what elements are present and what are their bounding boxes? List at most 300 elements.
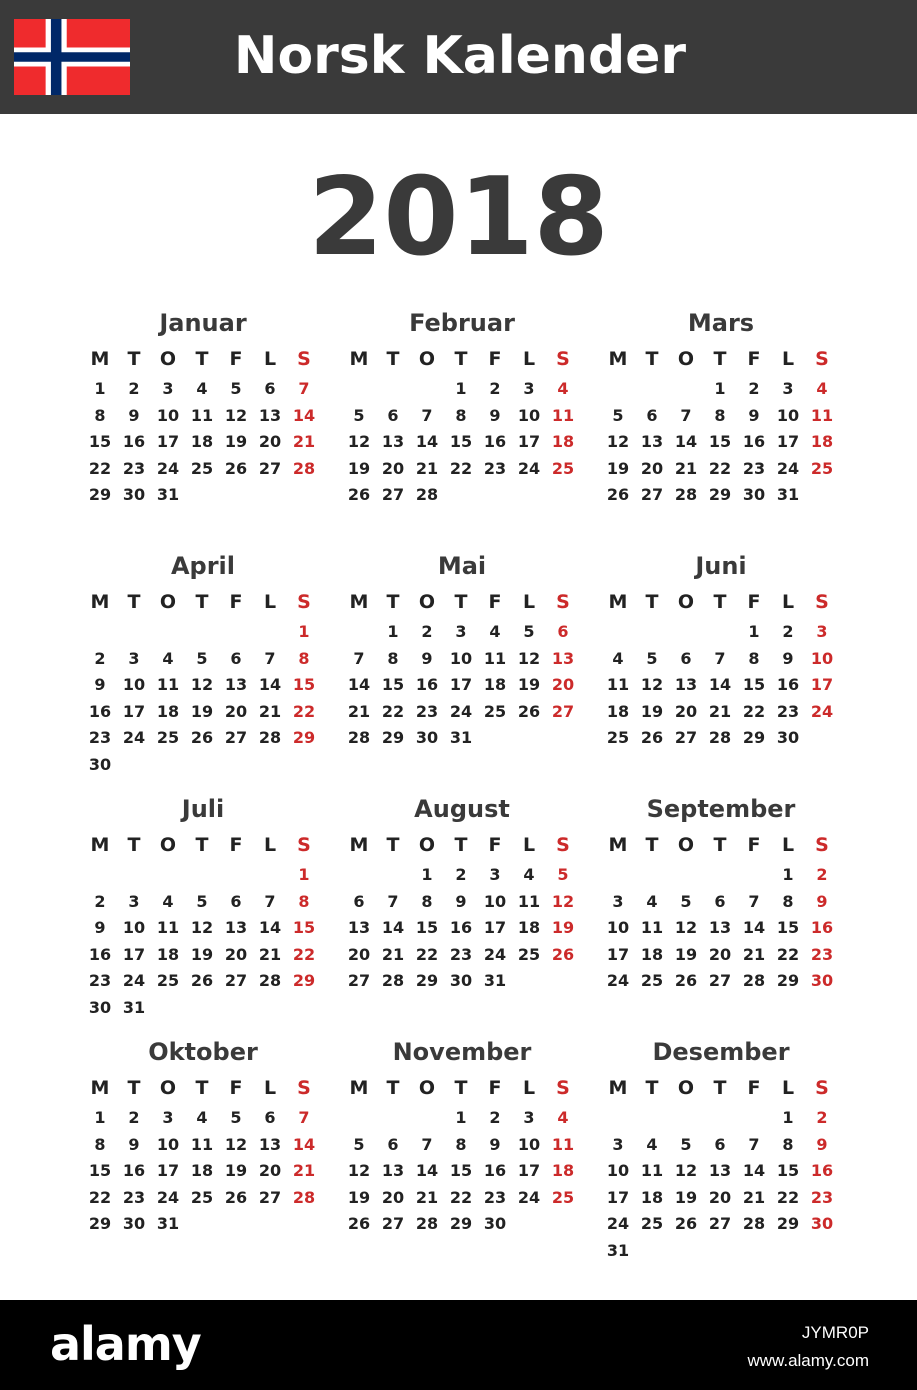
day-cell: 17 bbox=[606, 1187, 630, 1207]
day-cell: 27 bbox=[381, 485, 405, 504]
day-cell: 8 bbox=[782, 1134, 794, 1154]
month-november bbox=[342, 1037, 582, 1277]
day-cell: 5 bbox=[612, 405, 624, 425]
weekday-header: M bbox=[90, 1077, 110, 1099]
month-juni bbox=[601, 551, 841, 791]
day-cell: 13 bbox=[258, 1134, 282, 1154]
day-cell: 6 bbox=[680, 648, 692, 668]
day-cell: 4 bbox=[816, 379, 828, 398]
day-cell: 28 bbox=[674, 485, 698, 504]
weekday-header: L bbox=[522, 834, 536, 856]
day-cell: 26 bbox=[517, 701, 541, 721]
month-name: August bbox=[414, 795, 510, 823]
day-cell: 10 bbox=[122, 675, 146, 694]
day-cell: 13 bbox=[640, 432, 664, 451]
weekday-header: O bbox=[418, 348, 436, 370]
day-cell: 1 bbox=[94, 1108, 106, 1127]
day-cell: 25 bbox=[640, 971, 664, 990]
day-cell: 17 bbox=[810, 675, 834, 694]
month-name: April bbox=[170, 552, 236, 580]
weekday-header: F bbox=[747, 348, 761, 370]
day-cell: 14 bbox=[292, 405, 316, 425]
weekday-header: F bbox=[229, 591, 243, 613]
month-name: Juni bbox=[695, 552, 747, 580]
day-cell: 30 bbox=[122, 1214, 146, 1233]
day-cell: 14 bbox=[415, 432, 439, 451]
header-bar bbox=[0, 0, 917, 114]
weekday-header: F bbox=[229, 834, 243, 856]
day-cell: 13 bbox=[258, 405, 282, 425]
day-cell: 19 bbox=[606, 458, 630, 478]
day-cell: 26 bbox=[190, 728, 214, 747]
day-cell: 8 bbox=[455, 405, 467, 425]
day-cell: 25 bbox=[517, 944, 541, 964]
day-cell: 20 bbox=[708, 1187, 732, 1207]
day-cell: 11 bbox=[551, 1134, 575, 1154]
day-cell: 30 bbox=[810, 971, 834, 990]
day-cell: 25 bbox=[606, 728, 630, 747]
day-cell: 16 bbox=[810, 918, 834, 937]
day-cell: 12 bbox=[640, 675, 664, 694]
day-cell: 24 bbox=[122, 728, 146, 747]
day-cell: 3 bbox=[782, 379, 794, 398]
day-cell: 5 bbox=[196, 891, 208, 911]
weekday-header: T bbox=[713, 348, 727, 370]
weekday-header: F bbox=[747, 591, 761, 613]
weekday-header: M bbox=[349, 834, 369, 856]
day-cell: 30 bbox=[449, 971, 473, 990]
weekday-header: F bbox=[229, 348, 243, 370]
day-cell: 12 bbox=[517, 648, 541, 668]
day-cell: 28 bbox=[742, 971, 766, 990]
weekday-header: S bbox=[297, 834, 311, 856]
weekday-header: T bbox=[195, 1077, 209, 1099]
day-cell: 14 bbox=[347, 675, 371, 694]
day-cell: 15 bbox=[708, 432, 732, 451]
day-cell: 26 bbox=[347, 1214, 371, 1233]
day-cell: 13 bbox=[224, 675, 248, 694]
day-cell: 21 bbox=[347, 701, 371, 721]
day-cell: 13 bbox=[551, 648, 575, 668]
weekday-header: T bbox=[127, 591, 141, 613]
weekday-header: O bbox=[677, 834, 695, 856]
day-cell: 12 bbox=[190, 675, 214, 694]
day-cell: 16 bbox=[483, 432, 507, 451]
day-cell: 10 bbox=[517, 405, 541, 425]
day-cell: 23 bbox=[776, 701, 800, 721]
day-cell: 9 bbox=[94, 675, 106, 694]
day-cell: 3 bbox=[816, 622, 828, 641]
day-cell: 27 bbox=[224, 971, 248, 990]
day-cell: 7 bbox=[748, 1134, 760, 1154]
day-cell: 7 bbox=[714, 648, 726, 668]
day-cell: 30 bbox=[810, 1214, 834, 1233]
day-cell: 28 bbox=[742, 1214, 766, 1233]
day-cell: 15 bbox=[449, 432, 473, 451]
weekday-header: T bbox=[454, 348, 468, 370]
day-cell: 5 bbox=[557, 865, 569, 884]
weekday-header: M bbox=[90, 834, 110, 856]
day-cell: 9 bbox=[748, 405, 760, 425]
month-name: Juli bbox=[181, 795, 225, 823]
day-cell: 26 bbox=[551, 944, 575, 964]
day-cell: 9 bbox=[421, 648, 433, 668]
day-cell: 30 bbox=[88, 997, 112, 1017]
day-cell: 6 bbox=[230, 891, 242, 911]
image-id: JYMR0P bbox=[801, 1323, 869, 1342]
day-cell: 13 bbox=[347, 918, 371, 937]
day-cell: 29 bbox=[292, 728, 316, 747]
weekday-header: S bbox=[297, 1077, 311, 1099]
weekday-header: T bbox=[645, 591, 659, 613]
day-cell: 14 bbox=[258, 675, 282, 694]
day-cell: 5 bbox=[353, 1134, 365, 1154]
day-cell: 9 bbox=[816, 1134, 828, 1154]
day-cell: 18 bbox=[156, 944, 180, 964]
day-cell: 19 bbox=[347, 1187, 371, 1207]
day-cell: 19 bbox=[224, 1161, 248, 1180]
day-cell: 21 bbox=[258, 701, 282, 721]
day-cell: 12 bbox=[347, 1161, 371, 1180]
day-cell: 24 bbox=[449, 701, 473, 721]
month-name: Mai bbox=[437, 552, 487, 580]
day-cell: 28 bbox=[258, 971, 282, 990]
day-cell: 11 bbox=[190, 1134, 214, 1154]
weekday-header: T bbox=[127, 1077, 141, 1099]
day-cell: 28 bbox=[381, 971, 405, 990]
day-cell: 7 bbox=[264, 891, 276, 911]
day-cell: 2 bbox=[816, 865, 828, 884]
day-cell: 21 bbox=[674, 458, 698, 478]
day-cell: 10 bbox=[156, 405, 180, 425]
weekday-header: L bbox=[263, 348, 277, 370]
day-cell: 24 bbox=[483, 944, 507, 964]
day-cell: 21 bbox=[381, 944, 405, 964]
day-cell: 20 bbox=[640, 458, 664, 478]
day-cell: 11 bbox=[156, 675, 180, 694]
day-cell: 6 bbox=[557, 622, 569, 641]
day-cell: 10 bbox=[122, 918, 146, 937]
day-cell: 21 bbox=[292, 432, 316, 451]
weekday-header: O bbox=[418, 834, 436, 856]
day-cell: 26 bbox=[224, 1187, 248, 1207]
weekday-header: O bbox=[159, 1077, 177, 1099]
day-cell: 1 bbox=[455, 379, 467, 398]
day-cell: 14 bbox=[258, 918, 282, 937]
day-cell: 21 bbox=[742, 1187, 766, 1207]
day-cell: 11 bbox=[517, 891, 541, 911]
day-cell: 2 bbox=[489, 379, 501, 398]
day-cell: 16 bbox=[415, 675, 439, 694]
day-cell: 19 bbox=[224, 432, 248, 451]
day-cell: 15 bbox=[449, 1161, 473, 1180]
weekday-header: S bbox=[297, 591, 311, 613]
day-cell: 16 bbox=[483, 1161, 507, 1180]
month-oktober bbox=[83, 1037, 323, 1277]
weekday-header: L bbox=[263, 1077, 277, 1099]
day-cell: 16 bbox=[449, 918, 473, 937]
year-heading: 2018 bbox=[308, 155, 609, 280]
day-cell: 11 bbox=[190, 405, 214, 425]
month-name: Desember bbox=[652, 1038, 790, 1066]
weekday-header: T bbox=[127, 348, 141, 370]
weekday-header: F bbox=[488, 834, 502, 856]
day-cell: 15 bbox=[776, 918, 800, 937]
day-cell: 31 bbox=[156, 485, 180, 504]
day-cell: 27 bbox=[640, 485, 664, 504]
day-cell: 6 bbox=[714, 1134, 726, 1154]
day-cell: 30 bbox=[742, 485, 766, 504]
day-cell: 29 bbox=[708, 485, 732, 504]
day-cell: 8 bbox=[748, 648, 760, 668]
month-juli bbox=[83, 794, 323, 1034]
weekday-header: O bbox=[677, 1077, 695, 1099]
day-cell: 25 bbox=[810, 458, 834, 478]
day-cell: 23 bbox=[483, 1187, 507, 1207]
footer-url: www.alamy.com bbox=[747, 1351, 869, 1370]
weekday-header: M bbox=[349, 591, 369, 613]
day-cell: 28 bbox=[258, 728, 282, 747]
day-cell: 31 bbox=[122, 997, 146, 1017]
day-cell: 27 bbox=[708, 1214, 732, 1233]
day-cell: 20 bbox=[258, 432, 282, 451]
day-cell: 14 bbox=[742, 1161, 766, 1180]
day-cell: 7 bbox=[421, 1134, 433, 1154]
day-cell: 28 bbox=[415, 1214, 439, 1233]
day-cell: 14 bbox=[708, 675, 732, 694]
alamy-logo: alamy bbox=[50, 1317, 201, 1371]
weekday-header: S bbox=[815, 834, 829, 856]
weekday-header: L bbox=[522, 591, 536, 613]
day-cell: 23 bbox=[122, 1187, 146, 1207]
day-cell: 1 bbox=[387, 622, 399, 641]
weekday-header: F bbox=[488, 591, 502, 613]
day-cell: 4 bbox=[489, 622, 501, 641]
weekday-header: T bbox=[195, 591, 209, 613]
day-cell: 9 bbox=[489, 405, 501, 425]
day-cell: 1 bbox=[455, 1108, 467, 1127]
day-cell: 13 bbox=[674, 675, 698, 694]
day-cell: 14 bbox=[742, 918, 766, 937]
day-cell: 5 bbox=[230, 1108, 242, 1127]
day-cell: 3 bbox=[162, 1108, 174, 1127]
month-name: September bbox=[646, 795, 796, 823]
day-cell: 14 bbox=[381, 918, 405, 937]
weekday-header: S bbox=[556, 834, 570, 856]
month-name: Januar bbox=[159, 309, 247, 337]
weekday-header: T bbox=[713, 1077, 727, 1099]
day-cell: 12 bbox=[224, 405, 248, 425]
day-cell: 8 bbox=[387, 648, 399, 668]
weekday-header: T bbox=[454, 1077, 468, 1099]
day-cell: 22 bbox=[776, 944, 800, 964]
day-cell: 1 bbox=[298, 865, 310, 884]
day-cell: 22 bbox=[292, 944, 316, 964]
day-cell: 19 bbox=[517, 675, 541, 694]
page-title: Norsk Kalender bbox=[233, 26, 687, 86]
day-cell: 12 bbox=[674, 1161, 698, 1180]
weekday-header: F bbox=[488, 1077, 502, 1099]
day-cell: 17 bbox=[156, 1161, 180, 1180]
weekday-header: S bbox=[556, 1077, 570, 1099]
day-cell: 29 bbox=[88, 1214, 112, 1233]
day-cell: 21 bbox=[258, 944, 282, 964]
day-cell: 21 bbox=[415, 1187, 439, 1207]
day-cell: 12 bbox=[606, 432, 630, 451]
weekday-header: S bbox=[556, 591, 570, 613]
day-cell: 1 bbox=[782, 1108, 794, 1127]
day-cell: 20 bbox=[381, 458, 405, 478]
day-cell: 21 bbox=[742, 944, 766, 964]
weekday-header: S bbox=[815, 591, 829, 613]
month-name: November bbox=[392, 1038, 532, 1066]
day-cell: 10 bbox=[156, 1134, 180, 1154]
day-cell: 5 bbox=[680, 1134, 692, 1154]
weekday-header: S bbox=[815, 348, 829, 370]
day-cell: 26 bbox=[674, 1214, 698, 1233]
day-cell: 24 bbox=[517, 458, 541, 478]
day-cell: 23 bbox=[810, 1187, 834, 1207]
day-cell: 1 bbox=[421, 865, 433, 884]
day-cell: 28 bbox=[292, 458, 316, 478]
day-cell: 4 bbox=[196, 1108, 208, 1127]
weekday-header: L bbox=[781, 834, 795, 856]
weekday-header: F bbox=[747, 834, 761, 856]
day-cell: 16 bbox=[122, 432, 146, 451]
day-cell: 10 bbox=[606, 918, 630, 937]
day-cell: 24 bbox=[517, 1187, 541, 1207]
day-cell: 1 bbox=[298, 622, 310, 641]
day-cell: 4 bbox=[162, 891, 174, 911]
day-cell: 11 bbox=[640, 918, 664, 937]
day-cell: 7 bbox=[353, 648, 365, 668]
weekday-header: T bbox=[386, 591, 400, 613]
day-cell: 26 bbox=[190, 971, 214, 990]
day-cell: 30 bbox=[415, 728, 439, 747]
day-cell: 6 bbox=[264, 379, 276, 398]
day-cell: 30 bbox=[122, 485, 146, 504]
day-cell: 4 bbox=[646, 1134, 658, 1154]
day-cell: 2 bbox=[94, 648, 106, 668]
day-cell: 9 bbox=[128, 1134, 140, 1154]
day-cell: 26 bbox=[674, 971, 698, 990]
day-cell: 17 bbox=[449, 675, 473, 694]
day-cell: 13 bbox=[708, 918, 732, 937]
weekday-header: T bbox=[386, 834, 400, 856]
day-cell: 29 bbox=[449, 1214, 473, 1233]
day-cell: 18 bbox=[156, 701, 180, 721]
day-cell: 3 bbox=[128, 648, 140, 668]
day-cell: 2 bbox=[748, 379, 760, 398]
month-september bbox=[601, 794, 841, 1034]
day-cell: 1 bbox=[94, 379, 106, 398]
day-cell: 20 bbox=[381, 1187, 405, 1207]
day-cell: 25 bbox=[156, 971, 180, 990]
day-cell: 3 bbox=[489, 865, 501, 884]
day-cell: 27 bbox=[381, 1214, 405, 1233]
day-cell: 5 bbox=[523, 622, 535, 641]
day-cell: 2 bbox=[489, 1108, 501, 1127]
day-cell: 20 bbox=[258, 1161, 282, 1180]
day-cell: 23 bbox=[88, 728, 112, 747]
day-cell: 15 bbox=[88, 1161, 112, 1180]
day-cell: 15 bbox=[88, 432, 112, 451]
day-cell: 24 bbox=[606, 1214, 630, 1233]
day-cell: 17 bbox=[517, 1161, 541, 1180]
day-cell: 21 bbox=[708, 701, 732, 721]
month-name: Februar bbox=[409, 309, 515, 337]
day-cell: 8 bbox=[298, 648, 310, 668]
day-cell: 17 bbox=[483, 918, 507, 937]
day-cell: 8 bbox=[94, 1134, 106, 1154]
day-cell: 22 bbox=[381, 701, 405, 721]
weekday-header: T bbox=[195, 834, 209, 856]
weekday-header: O bbox=[159, 834, 177, 856]
weekday-header: O bbox=[418, 591, 436, 613]
weekday-header: S bbox=[815, 1077, 829, 1099]
day-cell: 9 bbox=[128, 405, 140, 425]
day-cell: 9 bbox=[489, 1134, 501, 1154]
day-cell: 28 bbox=[347, 728, 371, 747]
day-cell: 2 bbox=[782, 622, 794, 641]
day-cell: 27 bbox=[674, 728, 698, 747]
weekday-header: L bbox=[263, 834, 277, 856]
norway-flag-icon bbox=[14, 19, 130, 95]
day-cell: 3 bbox=[612, 891, 624, 911]
day-cell: 4 bbox=[162, 648, 174, 668]
day-cell: 8 bbox=[782, 891, 794, 911]
day-cell: 27 bbox=[258, 458, 282, 478]
day-cell: 3 bbox=[523, 379, 535, 398]
day-cell: 17 bbox=[776, 432, 800, 451]
weekday-header: T bbox=[645, 1077, 659, 1099]
day-cell: 27 bbox=[258, 1187, 282, 1207]
day-cell: 19 bbox=[190, 701, 214, 721]
day-cell: 17 bbox=[122, 944, 146, 964]
day-cell: 22 bbox=[776, 1187, 800, 1207]
day-cell: 13 bbox=[224, 918, 248, 937]
day-cell: 2 bbox=[421, 622, 433, 641]
day-cell: 18 bbox=[810, 432, 834, 451]
weekday-header: T bbox=[454, 591, 468, 613]
day-cell: 30 bbox=[88, 754, 112, 774]
day-cell: 22 bbox=[88, 458, 112, 478]
day-cell: 12 bbox=[551, 891, 575, 911]
day-cell: 28 bbox=[292, 1187, 316, 1207]
day-cell: 29 bbox=[415, 971, 439, 990]
day-cell: 30 bbox=[483, 1214, 507, 1233]
day-cell: 17 bbox=[517, 432, 541, 451]
day-cell: 7 bbox=[264, 648, 276, 668]
day-cell: 19 bbox=[347, 458, 371, 478]
weekday-header: L bbox=[522, 1077, 536, 1099]
day-cell: 28 bbox=[415, 485, 439, 504]
day-cell: 16 bbox=[122, 1161, 146, 1180]
weekday-header: T bbox=[195, 348, 209, 370]
day-cell: 18 bbox=[517, 918, 541, 937]
day-cell: 23 bbox=[122, 458, 146, 478]
day-cell: 10 bbox=[483, 891, 507, 911]
day-cell: 29 bbox=[742, 728, 766, 747]
month-mai bbox=[342, 551, 582, 791]
weekday-header: T bbox=[645, 834, 659, 856]
day-cell: 16 bbox=[742, 432, 766, 451]
day-cell: 17 bbox=[156, 432, 180, 451]
day-cell: 7 bbox=[387, 891, 399, 911]
weekday-header: O bbox=[677, 591, 695, 613]
weekday-header: T bbox=[386, 1077, 400, 1099]
weekday-header: O bbox=[159, 348, 177, 370]
